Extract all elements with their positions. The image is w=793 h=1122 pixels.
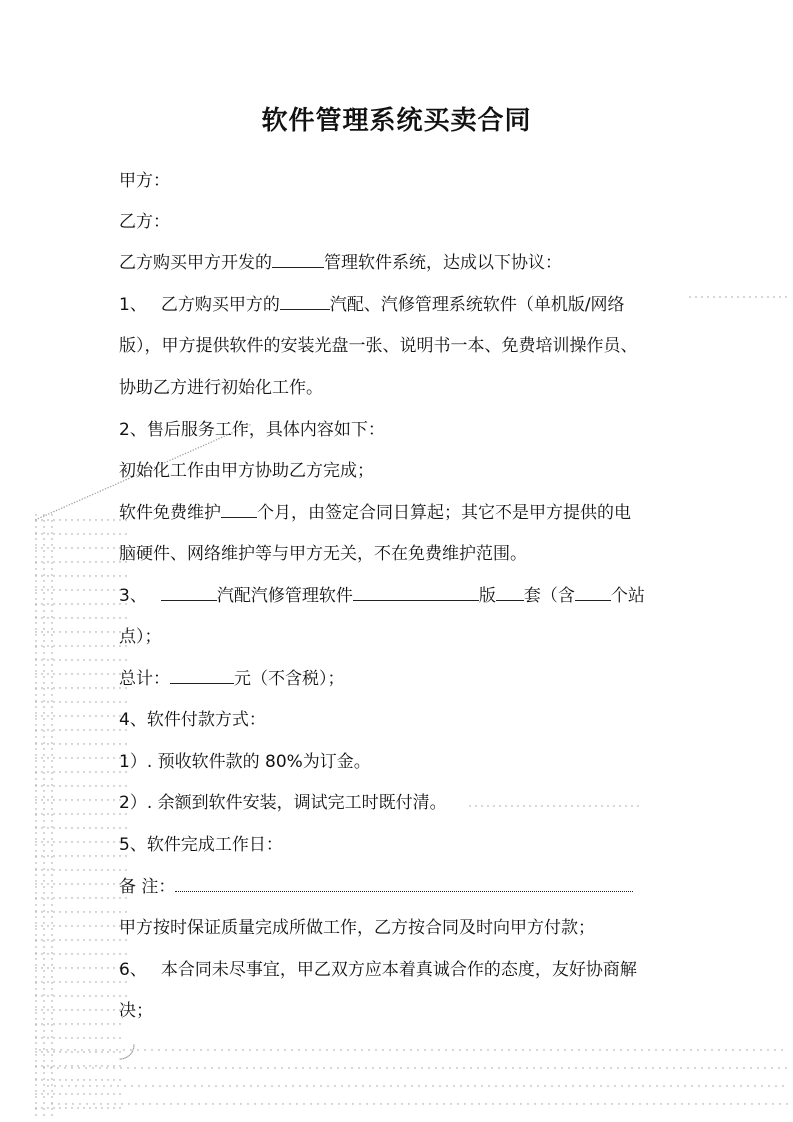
total-text-a: 总计：: [119, 669, 170, 689]
party-a-line: 甲方：: [119, 171, 170, 191]
clause-1-line-3: 协助乙方进行初始化工作。: [119, 378, 323, 398]
clause-1-blank: [280, 294, 330, 310]
clause-3-station-blank: [575, 585, 611, 601]
clause-3-line-1: [119, 585, 645, 607]
clause-5-heading: 5、软件完成工作日：: [119, 835, 283, 855]
remark-line: [119, 876, 633, 898]
clause-1-text-a: 乙方购买甲方的: [160, 295, 280, 315]
clause-6-line-1: [119, 959, 637, 981]
total-text-b: 元（不含税）；: [234, 669, 345, 689]
clause-3-text-d: 个站: [610, 586, 645, 606]
clause-3-number: 3、: [119, 586, 147, 606]
system-name-blank: [272, 252, 324, 268]
total-amount-blank: [170, 668, 234, 684]
clause-6-text-a: 本合同未尽事宜，甲乙双方应本着真诚合作的态度，友好协商解: [160, 960, 637, 980]
clause-3-version-blank: [353, 585, 479, 601]
maintenance-text-a: 软件免费维护: [119, 503, 221, 523]
clause-3-text-a: 汽配汽修管理软件: [216, 586, 353, 606]
intro-text-a: 乙方购买甲方开发的: [119, 253, 272, 273]
maintenance-months-blank: [221, 502, 257, 518]
clause-4-heading: 4、软件付款方式：: [119, 710, 266, 730]
clause-3-line-2: 点）；: [119, 627, 162, 647]
clause-6-line-2: 决；: [119, 1001, 153, 1021]
clause-2-heading: 2、售后服务工作，具体内容如下：: [119, 420, 385, 440]
clause-4-item-1: 1）. 预收软件款的 80%为订金。: [119, 752, 371, 772]
guarantee-line: 甲方按时保证质量完成所做工作，乙方按合同及时向甲方付款；: [119, 918, 595, 938]
clause-3-text-b: 版: [478, 586, 496, 606]
clause-6-number: 6、: [119, 960, 147, 980]
remark-label: 备 注：: [119, 877, 176, 897]
intro-line: [119, 252, 562, 274]
clause-2-maintenance-line-2: 脑硬件、网络维护等与甲方无关，不在免费维护范围。: [119, 544, 527, 564]
clause-2-init: 初始化工作由甲方协助乙方完成；: [119, 461, 374, 481]
clause-4-item-2: 2）. 余额到软件安装，调试完工时既付清。: [119, 793, 447, 813]
maintenance-text-b: 个月，由签定合同日算起；其它不是甲方提供的电: [257, 503, 631, 523]
intro-text-b: 管理软件系统，达成以下协议：: [324, 253, 562, 273]
clause-3-blank-1: [161, 585, 217, 601]
total-line: [119, 668, 345, 690]
clause-2-maintenance-line-1: [119, 502, 631, 524]
party-b-line: 乙方：: [119, 212, 170, 232]
clause-1-line-2: 版），甲方提供软件的安装光盘一张、说明书一本、免费培训操作员、: [119, 336, 638, 356]
clause-1-number: 1、: [119, 295, 147, 315]
contract-title: 软件管理系统买卖合同: [261, 106, 532, 136]
clause-1-line-1: [119, 294, 625, 316]
clause-3-qty-blank: [496, 585, 524, 601]
clause-1-text-b: 汽配、汽修管理系统软件（单机版/网络: [329, 295, 625, 315]
remark-blank: [175, 876, 633, 892]
clause-3-text-c: 套（含: [523, 586, 575, 606]
